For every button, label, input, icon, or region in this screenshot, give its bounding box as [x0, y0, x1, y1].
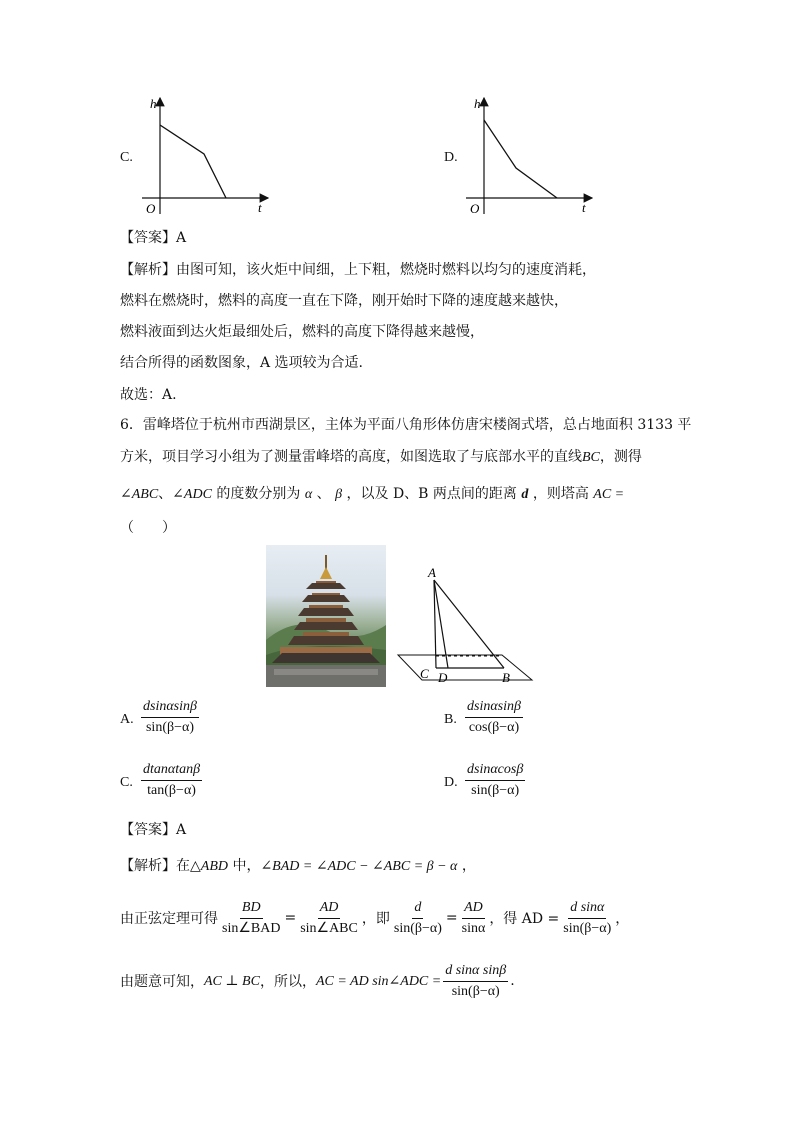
graph-d-t-label: t — [582, 200, 586, 215]
q6-option-c-label: C. — [120, 775, 133, 790]
q6-option-b[interactable] — [465, 697, 523, 738]
geometry-figure — [392, 560, 542, 688]
q6-analysis-line-1 — [120, 857, 476, 876]
option-a-numerator: dsinαsinβ — [141, 697, 199, 718]
frac-num: d sinα — [568, 898, 606, 919]
graph-d-origin-label: O — [470, 201, 480, 216]
perpendicular-statement: AC ⊥ BC — [204, 973, 260, 989]
q6-option-d[interactable] — [465, 760, 525, 801]
q6-stem-line-1: 6．雷峰塔位于杭州市西湖景区，主体为平面八角形体仿唐宋楼阁式塔，总占地面积 3133 平 — [120, 417, 692, 433]
frac-den: sin(β−α) — [451, 983, 500, 999]
q6-stem-line-2 — [120, 448, 642, 467]
fraction-ad-result — [561, 898, 613, 939]
q6-stem-text: 、 — [158, 486, 173, 502]
point-a-label: A — [428, 565, 436, 580]
graph-c-curve — [160, 125, 226, 198]
analysis-text: ，所以， — [259, 974, 316, 990]
analysis-text: ， — [457, 858, 476, 874]
analysis-text: ， — [615, 911, 630, 927]
answer-tag: 【答案】 — [120, 822, 176, 838]
frac-num: d sinα sinβ — [443, 961, 508, 982]
analysis-text: 由正弦定理可得 — [120, 911, 218, 927]
answer-value: A — [176, 230, 187, 246]
frac-den: sin(β−α) — [393, 920, 442, 936]
analysis-tag: 【解析】 — [120, 858, 176, 874]
q6-d: d — [521, 487, 529, 502]
q5-conclusion: 故选：A. — [120, 387, 177, 403]
ac-equation: AC = AD sin∠ADC = — [315, 973, 442, 989]
angle-equation: ∠BAD = ∠ADC − ∠ABC = β − α — [260, 859, 458, 874]
analysis-text: 由图可知，该火炬中间细，上下粗，燃烧时燃料以均匀的速度消耗， — [176, 262, 596, 278]
fraction-ad-over-sin-alpha — [460, 898, 488, 939]
q6-stem-text: 的度数分别为 — [211, 486, 305, 502]
q5-analysis-line-1 — [120, 261, 596, 279]
q6-analysis-line-3 — [120, 958, 515, 1004]
equals-sign: = — [284, 910, 297, 926]
point-c-label: C — [420, 666, 429, 681]
answer-value: A — [176, 822, 187, 838]
graph-c-t-label: t — [258, 200, 262, 215]
option-c-denominator: tan(β−α) — [147, 783, 196, 798]
analysis-text: ，即 — [361, 911, 390, 927]
analysis-text: . — [510, 973, 515, 989]
pagoda-icon — [266, 545, 386, 687]
fraction-ad-over-sin-abc — [298, 898, 360, 939]
q6-analysis-line-2 — [120, 895, 629, 941]
q5-analysis-line-4: 结合所得的函数图象，A 选项较为合适. — [120, 355, 364, 371]
analysis-text: ，得 AD = — [489, 911, 560, 927]
q6-option-a[interactable] — [141, 697, 199, 738]
q6-beta: β — [335, 487, 343, 502]
frac-den: sinα — [461, 920, 486, 936]
graph-d-curve — [484, 120, 557, 198]
q6-alpha: α — [304, 487, 313, 502]
frac-den: sin∠BAD — [222, 920, 281, 936]
q5-analysis-line-3: 燃料液面到达火炬最细处后，燃料的高度下降得越来越慢， — [120, 324, 484, 340]
equals-sign: = — [445, 910, 458, 926]
option-b-numerator: dsinαsinβ — [465, 697, 523, 718]
q6-answer — [120, 821, 186, 839]
q6-option-a-label: A. — [120, 712, 134, 727]
graph-c-h-label: h — [150, 96, 157, 111]
fraction-bd-over-sin-bad — [220, 898, 282, 939]
option-d-denominator: sin(β−α) — [471, 783, 520, 798]
q6-stem-line-4: （ ） — [120, 520, 176, 536]
q6-stem-line-3 — [120, 485, 624, 504]
option-d-numerator: dsinαcosβ — [465, 760, 525, 781]
q5-answer — [120, 229, 186, 247]
graph-d — [460, 92, 600, 217]
graph-c — [136, 92, 276, 217]
analysis-text: 由题意可知， — [120, 974, 204, 990]
analysis-text: 在△ — [176, 858, 201, 874]
point-b-label: B — [502, 670, 510, 685]
frac-num: BD — [240, 898, 263, 919]
option-d-label: D. — [444, 150, 458, 165]
option-b-denominator: cos(β−α) — [468, 720, 520, 735]
analysis-text: 中， — [228, 858, 261, 874]
q6-option-c[interactable] — [141, 760, 202, 801]
q6-bc: BC — [582, 450, 600, 465]
frac-num: d — [412, 898, 423, 919]
option-c-label: C. — [120, 150, 133, 165]
analysis-tag: 【解析】 — [120, 262, 176, 278]
frac-num: AD — [318, 898, 341, 919]
frac-den: sin∠ABC — [300, 920, 358, 936]
point-d-label: D — [438, 670, 448, 685]
triangle-abd: ABD — [200, 859, 228, 874]
q6-angle-abc: ∠ABC — [120, 487, 159, 502]
frac-num: AD — [462, 898, 485, 919]
q6-stem-text: ，测得 — [599, 449, 642, 465]
q6-stem-text: ，则塔高 — [528, 486, 594, 502]
graph-d-h-label: h — [474, 96, 481, 111]
option-c-numerator: dtanαtanβ — [141, 760, 202, 781]
q6-stem-text: 方米，项目学习小组为了测量雷峰塔的高度，如图选取了与底部水平的直线 — [120, 449, 582, 465]
q5-analysis-line-2: 燃料在燃烧时，燃料的高度一直在下降，刚开始时下降的速度越来越快， — [120, 293, 568, 309]
q6-ac: AC = — [593, 487, 625, 502]
q6-angle-adc: ∠ADC — [172, 487, 212, 502]
q6-option-d-label: D. — [444, 775, 458, 790]
q6-option-b-label: B. — [444, 712, 457, 727]
q6-stem-text: 、 — [312, 486, 336, 502]
pagoda-photo — [266, 545, 386, 687]
fraction-ac-result — [443, 961, 508, 1002]
frac-den: sin(β−α) — [563, 920, 612, 936]
fraction-d-over-sin — [392, 898, 444, 939]
q6-stem-text: ，以及 D、B 两点间的距离 — [342, 486, 522, 502]
answer-tag: 【答案】 — [120, 230, 176, 246]
graph-c-origin-label: O — [146, 201, 156, 216]
option-a-denominator: sin(β−α) — [145, 720, 194, 735]
